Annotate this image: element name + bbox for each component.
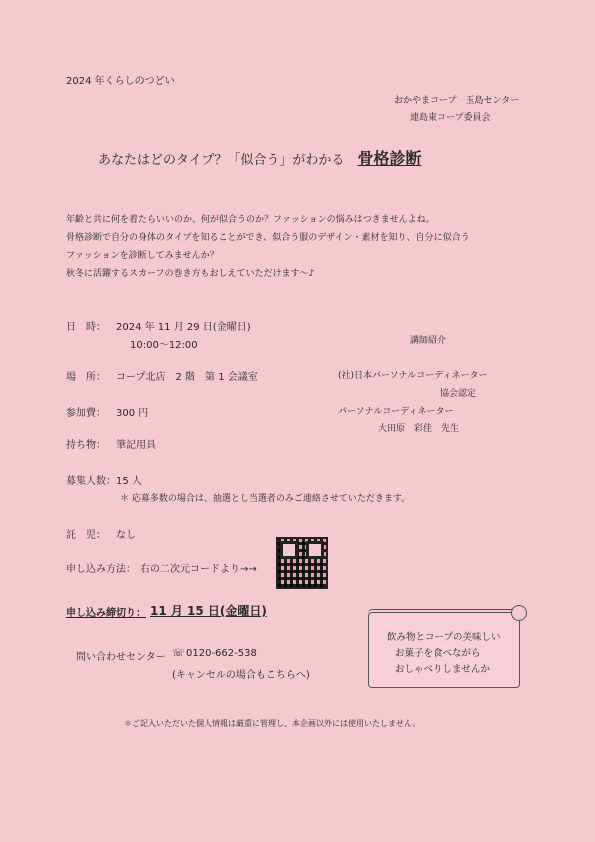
qr-code[interactable]	[276, 537, 328, 589]
instructor-line-3: パーソナルコーディネーター	[338, 407, 454, 417]
box-line-2: お菓子を食べながら	[395, 648, 481, 659]
apply-label: 申し込み方法：	[66, 564, 136, 575]
deadline-label: 申し込み締切り：	[66, 608, 146, 619]
contact-label: 問い合わせセンター	[76, 652, 166, 663]
title-main: 骨格診断	[357, 149, 422, 168]
instructor-line-4: 大田原 彩佳 先生	[378, 424, 460, 434]
instructor-line-2: 協会認定	[440, 389, 477, 399]
box-line-1: 飲み物とコープの美味しい	[387, 632, 501, 643]
capacity-label: 募集人数：	[66, 476, 116, 487]
scroll-top-edge	[368, 609, 518, 616]
privacy-footer: ＊ご記入いただいた個人情報は厳重に管理し、本企画以外には使用いたしません。	[124, 719, 421, 728]
capacity-value: 15 人	[116, 476, 142, 487]
bring-value: 筆記用具	[116, 440, 156, 451]
date-label: 日 時：	[66, 322, 106, 333]
instructor-line-1: (社)日本パーソナルコーディネーター	[338, 371, 488, 381]
organizer-line-2: 連島東コープ委員会	[410, 113, 491, 123]
intro-line-2: 骨格診断で自分の身体のタイプを知ることができ、似合う服のデザイン・素材を知り、自分に似合う	[66, 233, 470, 243]
fee-label: 参加費：	[66, 408, 106, 419]
capacity-note: ＊ 応募多数の場合は、抽選とし当選者のみご連絡させていただきます。	[120, 494, 411, 504]
time-value: 10:00～12:00	[130, 340, 198, 351]
contact-note: (キャンセルの場合もこちらへ)	[172, 670, 310, 681]
deadline-value: 11 月 15 日(金曜日)	[150, 604, 267, 618]
box-line-3: おしゃべりしませんか	[395, 664, 491, 675]
date-value: 2024 年 11 月 29 日(金曜日)	[116, 322, 251, 333]
organizer-line-1: おかやまコープ 玉島センター	[394, 96, 520, 106]
event-series: 2024 年くらしのつどい	[66, 76, 175, 87]
place-label: 場 所：	[66, 372, 106, 383]
scroll-curl-icon	[511, 605, 527, 621]
intro-line-1: 年齢と共に何を着たらいいのか、何が似合うのか？ファッションの悩みはつきませんよね。	[66, 215, 435, 225]
phone-icon: ☏	[172, 648, 185, 659]
title-prefix: あなたはどのタイプ？「似合う」がわかる	[98, 153, 345, 168]
place-value: コープ北店 2 階 第 1 会議室	[116, 372, 258, 383]
bring-label: 持ち物：	[66, 440, 106, 451]
instructor-heading: 講師紹介	[410, 336, 447, 346]
childcare-label: 託 児：	[66, 530, 106, 541]
intro-line-4: 秋冬に活躍するスカーフの巻き方もおしえていただけます～♪	[66, 269, 315, 279]
apply-value: 右の二次元コードより→→	[140, 564, 257, 575]
fee-value: 300 円	[116, 408, 149, 419]
refreshment-note-box	[368, 612, 520, 688]
page-title	[98, 146, 421, 169]
childcare-value: なし	[116, 530, 136, 541]
contact-phone[interactable]: 0120-662-538	[186, 648, 257, 659]
intro-line-3: ファッションを診断してみませんか？	[66, 251, 219, 261]
